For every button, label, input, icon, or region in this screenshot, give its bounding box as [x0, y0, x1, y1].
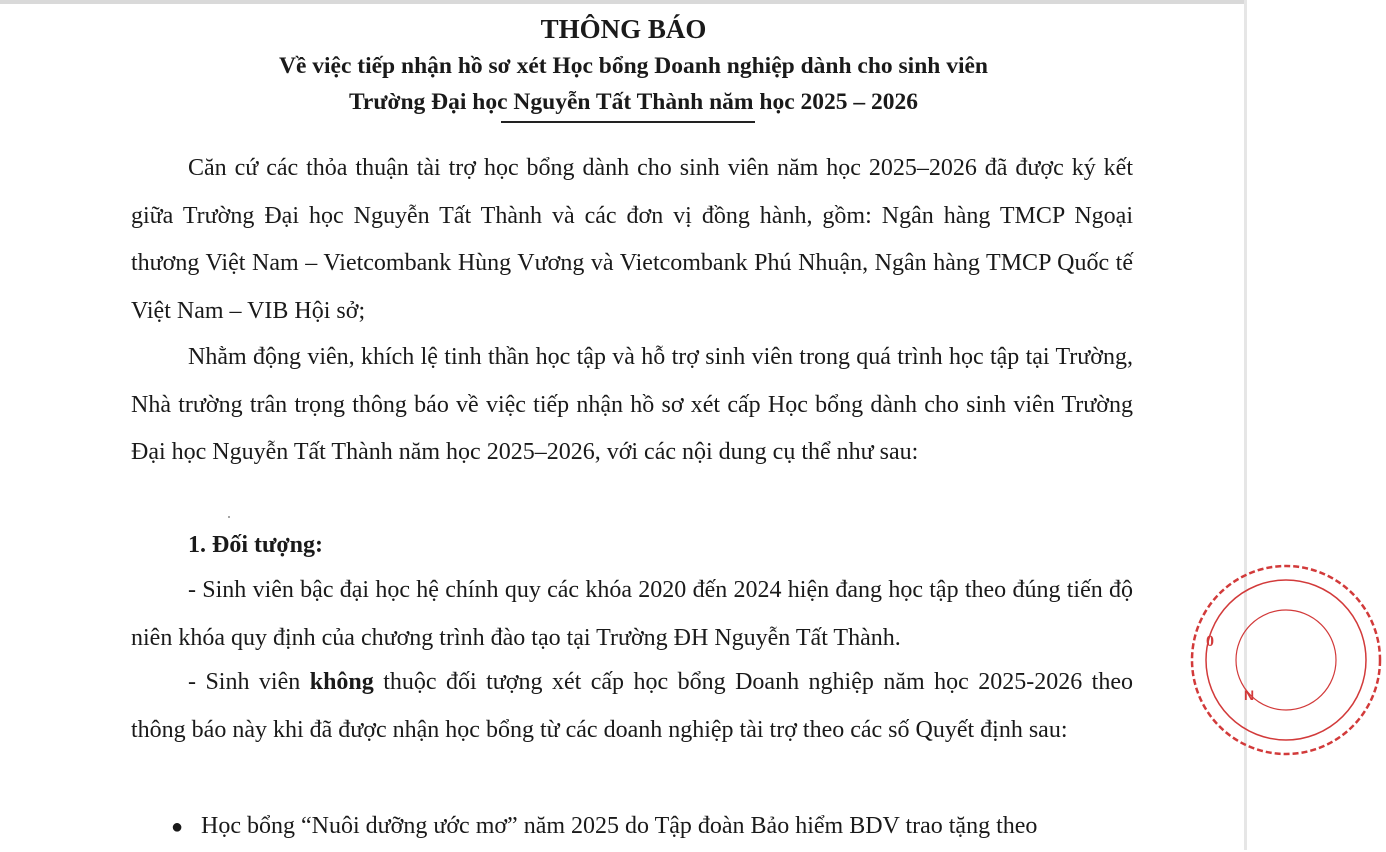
bullet-item-scholarship [171, 803, 1133, 852]
paragraph-purpose: Nhằm động viên, khích lệ tinh thần học tập và hỗ trợ sinh viên trong quá trình học tập tại Trường, Nhà trường trân trọng thông báo về việc tiếp nhận hồ sơ xét cấp Học bổng dành cho sinh viên Trường Đại học Nguyễn Tất Thành năm học 2025–2026, với các nội dung cụ thể như sau: [131, 344, 1133, 465]
scan-speck [228, 516, 230, 518]
red-seal-stamp-icon [1186, 560, 1386, 760]
paragraph-legal-basis: Căn cứ các thỏa thuận tài trợ học bổng dành cho sinh viên năm học 2025–2026 đã được ký kết giữa Trường Đại học Nguyễn Tất Thành và các đơn vị đồng hành, gồm: Ngân hàng TMCP Ngoại thương Việt Nam – Vietcombank Hùng Vương và Vietcombank Phú Nhuận, Ngân hàng TMCP Quốc tế Việt Nam – VIB Hội sở; [131, 155, 1133, 324]
item-2-suffix: thuộc đối tượng xét cấp học bổng Doanh nghiệp năm học 2025-2026 theo thông báo này khi đã được nhận học bổng từ các doanh nghiệp tài trợ theo các số Quyết định sau: [131, 669, 1133, 743]
document-subtitle-line-1: Về việc tiếp nhận hồ sơ xét Học bổng Doanh nghiệp dành cho sinh viên [278, 53, 989, 79]
stamp-fragment-2: N [1244, 687, 1255, 703]
bullet-icon: ● [171, 816, 184, 838]
eligibility-item-1: - Sinh viên bậc đại học hệ chính quy các khóa 2020 đến 2024 hiện đang học tập theo đúng tiến độ niên khóa quy định của chương trình đào tạo tại Trường ĐH Nguyễn Tất Thành. [131, 577, 1133, 651]
document-title: THÔNG BÁO [540, 14, 707, 44]
bullet-item-text: Học bổng “Nuôi dưỡng ước mơ” năm 2025 do Tập đoàn Bảo hiểm BDV trao tặng theo [201, 813, 1038, 839]
document-subtitle-line-2: Trường Đại học Nguyễn Tất Thành năm học 2025 – 2026 [348, 89, 918, 115]
section-heading-eligibility: 1. Đối tượng: [188, 532, 324, 558]
stamp-fragment-1: 0 [1206, 633, 1214, 650]
eligibility-item-2 [131, 659, 1133, 754]
page-top-edge [0, 0, 1247, 4]
stamp-inner-ring [1206, 580, 1366, 740]
item-2-emphasis: không [309, 669, 374, 695]
stamp-outer-ring [1192, 566, 1380, 754]
item-2-prefix: - Sinh viên [188, 669, 310, 695]
title-underline [501, 121, 755, 123]
